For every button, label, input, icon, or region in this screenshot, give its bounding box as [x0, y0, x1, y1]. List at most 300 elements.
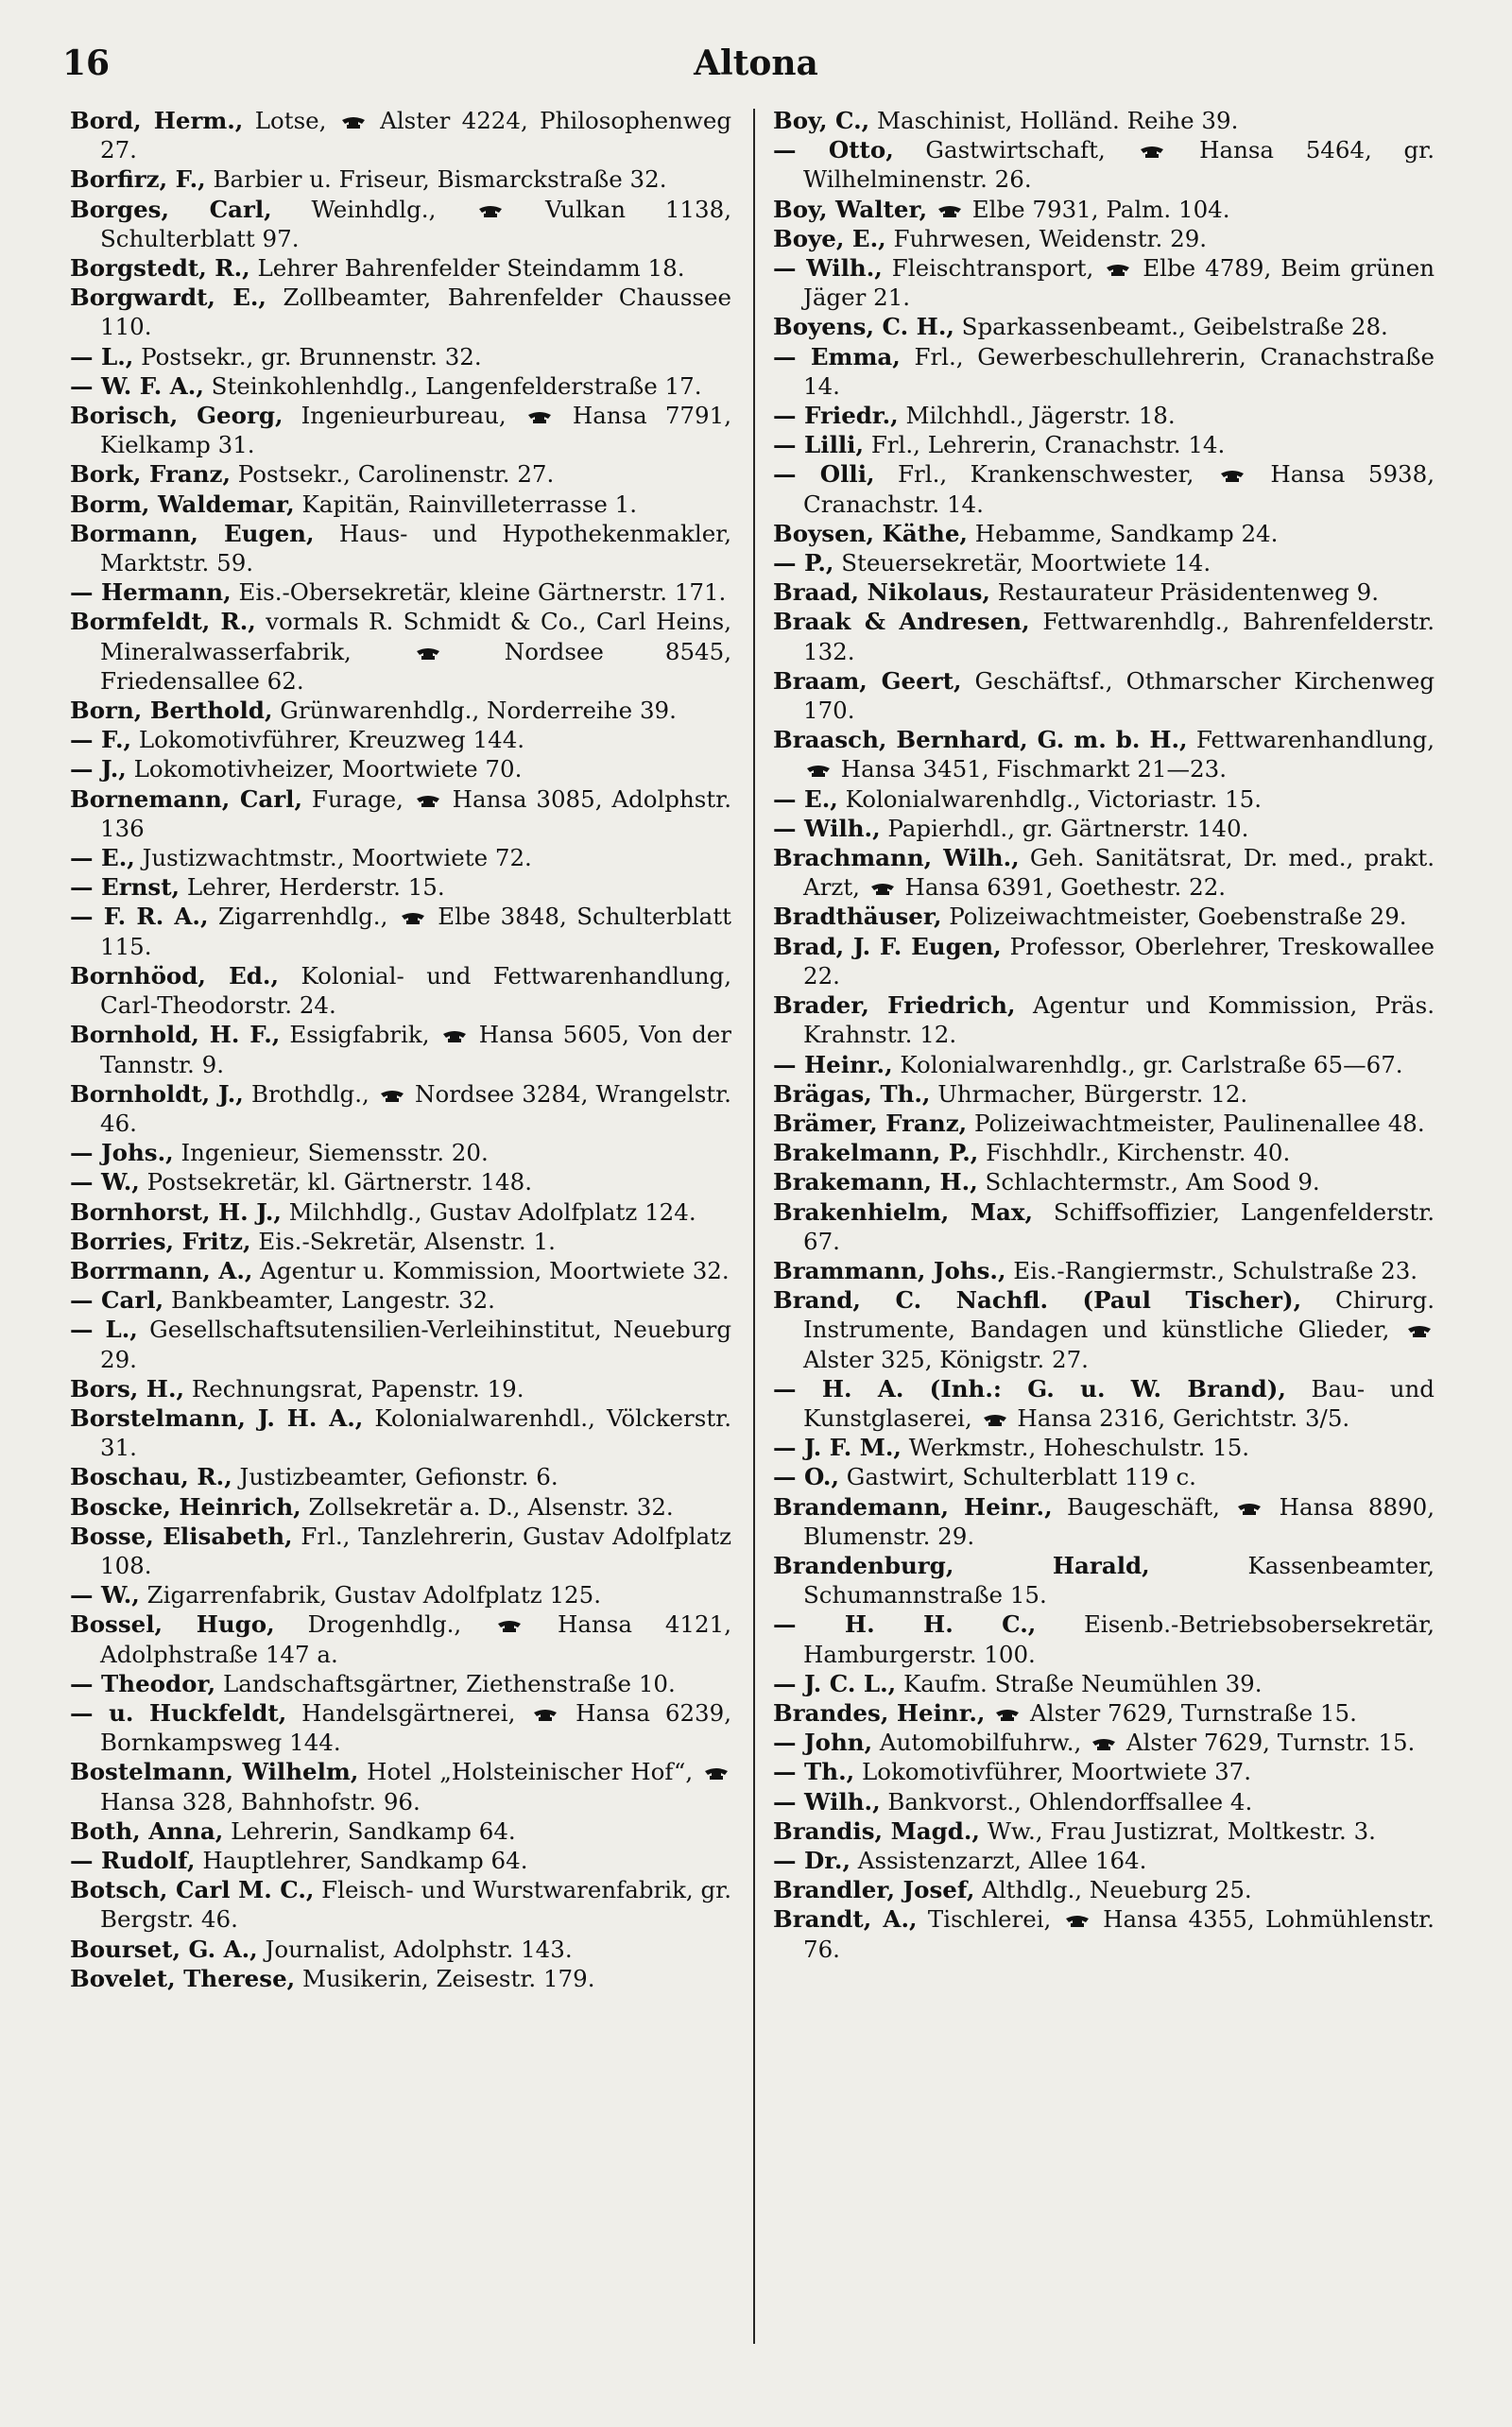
entry-details: Restaurateur Präsidentenweg 9. [997, 578, 1380, 607]
entry-details: Essigfabrik, [289, 1021, 439, 1049]
entry-details: Werkmstr., Hoheschulstr. 15. [908, 1434, 1250, 1462]
directory-entry [70, 1846, 731, 1875]
entry-details: Lokomotivführer, Moortwiete 37. [861, 1758, 1252, 1786]
entry-details: Steuersekretär, Moortwiete 14. [841, 549, 1211, 577]
directory-entry [773, 1050, 1435, 1079]
entry-details: Frl., Lehrerin, Cranachstr. 14. [870, 431, 1226, 459]
directory-entry [773, 224, 1435, 253]
entry-name: Bork, Franz, [70, 460, 231, 489]
entry-details: Kolonialwarenhdlg., Victoriastr. 15. [845, 784, 1263, 813]
directory-entry [773, 1816, 1435, 1846]
entry-name: — Heinr., [773, 1050, 893, 1078]
directory-entry [70, 519, 731, 577]
entry-details: Barbier u. Friseur, Bismarckstraße 32. [213, 165, 667, 194]
directory-entry [773, 1079, 1435, 1109]
entry-name: Boschau, R., [70, 1463, 232, 1491]
entry-name: — W., [70, 1168, 140, 1196]
entry-details: Papierhdl., gr. Gärtnerstr. 140. [887, 814, 1249, 842]
entry-phone-address: Hansa 5605, Von der Tannstr. 9. [100, 1021, 731, 1078]
telephone-icon [497, 1620, 522, 1633]
entry-phone-address: Hansa 4121, Adolphstraße 147 a. [100, 1610, 731, 1668]
entry-name: Boy, Walter, [773, 195, 928, 223]
entry-phone-address: Hansa 3085, Adolphstr. 136 [100, 784, 731, 842]
directory-entry [773, 1698, 1435, 1728]
directory-entry [773, 607, 1435, 665]
entry-name: Born, Berthold, [70, 697, 273, 725]
telephone-icon [442, 1030, 467, 1043]
directory-entry [773, 990, 1435, 1049]
entry-details: Automobilfuhrw., [879, 1729, 1090, 1757]
directory-entry [70, 1816, 731, 1846]
entry-name: — P., [773, 549, 834, 577]
directory-entry [773, 1669, 1435, 1698]
entry-name: Brammann, Johs., [773, 1256, 1006, 1284]
telephone-icon [380, 1090, 404, 1103]
entry-name: Bornholdt, J., [70, 1079, 244, 1108]
entry-details: Drogenhdlg., [307, 1610, 495, 1639]
entry-details: Lotse, [254, 107, 338, 134]
entry-details: Lehrerin, Sandkamp 64. [231, 1816, 516, 1845]
entry-details: Geh. Sanitätsrat, Dr. med., prakt. Arzt, [803, 844, 1435, 902]
entry-name: — J. F. M., [773, 1434, 902, 1462]
telephone-icon [401, 912, 425, 925]
directory-entry [70, 1256, 731, 1285]
entry-name: — Rudolf, [70, 1846, 196, 1874]
entry-name: Brandt, A., [773, 1905, 918, 1934]
entry-phone-address: Hansa 4355, Lohmühlenstr. 76. [803, 1905, 1435, 1963]
entry-name: Bormann, Eugen, [70, 519, 315, 547]
directory-entry [773, 1462, 1435, 1491]
running-head: Altona [694, 43, 818, 83]
entry-name: Borries, Fritz, [70, 1227, 251, 1255]
entry-name: Brägas, Th., [773, 1079, 931, 1108]
directory-entry [70, 1964, 731, 1993]
entry-details: Assistenzarzt, Allee 164. [857, 1846, 1147, 1874]
entry-details: Kapitän, Rainvilleterrasse 1. [301, 490, 637, 518]
directory-entry [70, 1698, 731, 1757]
entry-details: Maschinist, Holländ. Reihe 39. [876, 107, 1239, 134]
entry-phone-address: Alster 7629, Turnstraße 15. [1022, 1698, 1357, 1727]
entry-details: Fleisch- und Wurstwarenfabrik, gr. Bergstr. 46. [100, 1876, 731, 1934]
entry-name: — E., [773, 784, 838, 813]
entry-phone-address: Hansa 6391, Goethestr. 22. [897, 873, 1227, 902]
entry-details: Frl., Tanzlehrerin, Gustav Adolfplatz 108. [100, 1522, 731, 1579]
entry-name: Bourset, G. A., [70, 1935, 258, 1963]
directory-entry [773, 459, 1435, 518]
directory-entry [70, 253, 731, 283]
telephone-icon [870, 883, 895, 896]
entry-details: Brothdlg., [250, 1079, 377, 1108]
entry-name: Bord, Herm., [70, 107, 244, 134]
directory-entry [70, 1374, 731, 1403]
directory-entry [70, 401, 731, 459]
entry-details: Tischlerei, [927, 1905, 1062, 1934]
directory-entry [70, 342, 731, 371]
directory-entry [773, 1109, 1435, 1138]
entry-details: Kolonialwarenhdlg., gr. Carlstraße 65—67. [900, 1050, 1403, 1078]
entry-name: — H. H. C., [773, 1610, 1037, 1639]
entry-details: Steinkohlenhdlg., Langenfelderstraße 17. [211, 371, 702, 400]
left-column [70, 106, 731, 1993]
directory-entry [70, 1522, 731, 1580]
directory-entry [773, 814, 1435, 843]
entry-name: — Wilh., [773, 254, 883, 283]
entry-details: Fleischtransport, [891, 254, 1104, 283]
entry-name: — L., [70, 342, 134, 370]
entry-name: Brader, Friedrich, [773, 991, 1016, 1020]
page-header [0, 40, 1512, 87]
entry-name: Bornhorst, H. J., [70, 1197, 282, 1226]
entry-details: Schiffsoffizier, Langenfelderstr. 67. [803, 1197, 1435, 1255]
entry-details: Bankvorst., Ohlendorffsallee 4. [887, 1787, 1253, 1816]
entry-details: Geschäftsf., Othmarscher Kirchenweg 170. [803, 666, 1435, 725]
entry-phone-address: Hansa 5938, Cranachstr. 14. [803, 460, 1435, 518]
telephone-icon [983, 1414, 1007, 1427]
directory-entry [773, 666, 1435, 725]
entry-name: — W. F. A., [70, 371, 204, 400]
directory-entry [773, 1904, 1435, 1963]
directory-entry [70, 872, 731, 902]
entry-phone-address: Hansa 2316, Gerichtstr. 3/5. [1009, 1403, 1350, 1432]
entry-details: Lehrer, Herderstr. 15. [186, 873, 445, 902]
entry-name: Brandenburg, Harald, [773, 1551, 1150, 1579]
telephone-icon [704, 1767, 729, 1781]
entry-details: Hotel „Holsteinischer Hof“, [367, 1758, 701, 1786]
directory-entry [70, 1492, 731, 1522]
directory-entry [773, 1787, 1435, 1816]
entry-phone-address: Hansa 5464, gr. Wilhelminenstr. 26. [803, 136, 1435, 194]
column-divider [753, 109, 755, 2344]
directory-entry [70, 1227, 731, 1256]
directory-entry [70, 283, 731, 341]
entry-name: — J. C. L., [773, 1669, 897, 1697]
entry-phone-address: Elbe 3848, Schulterblatt 115. [100, 903, 731, 960]
entry-name: — E., [70, 844, 135, 872]
entry-details: Musikerin, Zeisestr. 179. [301, 1964, 595, 1992]
entry-details: Bankbeamter, Langestr. 32. [170, 1286, 495, 1315]
entry-name: Brandis, Magd., [773, 1816, 980, 1845]
entry-details: Journalist, Adolphstr. 143. [265, 1935, 573, 1963]
entry-name: — John, [773, 1729, 873, 1757]
entry-name: Borges, Carl, [70, 195, 272, 223]
directory-entry [70, 1462, 731, 1491]
entry-details: Milchhdl., Jägerstr. 18. [905, 402, 1176, 430]
entry-name: Bornhold, H. F., [70, 1021, 281, 1049]
directory-entry [773, 312, 1435, 341]
directory-entry [773, 135, 1435, 194]
entry-details: Weinhdlg., [311, 195, 476, 223]
entry-name: Brand, C. Nachfl. (Paul Tischer), [773, 1286, 1302, 1315]
directory-entry [70, 961, 731, 1020]
entry-details: Ingenieur, Siemensstr. 20. [180, 1139, 489, 1167]
entry-details: Polizeiwachtmeister, Paulinenallee 48. [973, 1109, 1425, 1137]
entry-name: Borstelmann, J. H. A., [70, 1403, 364, 1432]
directory-entry [773, 1875, 1435, 1904]
entry-details: Chirurg. Instrumente, Bandagen und künstliche Glieder, [803, 1286, 1435, 1344]
entry-details: Landschaftsgärtner, Ziethenstraße 10. [222, 1669, 676, 1697]
entry-details: Lehrer Bahrenfelder Steindamm 18. [257, 254, 685, 283]
entry-name: — Dr., [773, 1846, 850, 1874]
entry-name: Bradthäuser, [773, 903, 942, 931]
entry-name: Brandler, Josef, [773, 1876, 975, 1904]
entry-name: Borisch, Georg, [70, 402, 284, 430]
telephone-icon [478, 205, 503, 218]
directory-entry [70, 195, 731, 253]
telephone-icon [416, 795, 440, 808]
directory-entry [773, 195, 1435, 224]
telephone-icon [1407, 1325, 1432, 1338]
entry-name: Borrmann, A., [70, 1256, 253, 1284]
entry-details: Schlachtermstr., Am Sood 9. [985, 1168, 1320, 1196]
directory-entry [773, 253, 1435, 312]
entry-phone-address: Hansa 3451, Fischmarkt 21—23. [833, 755, 1228, 783]
entry-name: Boysen, Käthe, [773, 519, 968, 547]
entry-details: Hauptlehrer, Sandkamp 64. [202, 1846, 528, 1874]
entry-name: — H. A. (Inh.: G. u. W. Brand), [773, 1374, 1286, 1403]
telephone-icon [341, 116, 366, 129]
entry-name: — J., [70, 755, 127, 783]
entry-phone-address: Hansa 328, Bahnhofstr. 96. [100, 1787, 421, 1816]
entry-details: Furage, [311, 784, 413, 813]
entry-name: Boyens, C. H., [773, 313, 954, 341]
directory-entry [70, 607, 731, 696]
directory-entry [70, 1197, 731, 1227]
directory-entry [773, 1846, 1435, 1875]
directory-entry [773, 784, 1435, 814]
telephone-icon [1106, 264, 1130, 277]
directory-entry [773, 1256, 1435, 1285]
entry-details: Milchhdlg., Gustav Adolfplatz 124. [288, 1197, 696, 1226]
directory-entry [70, 1167, 731, 1196]
telephone-icon [937, 205, 962, 218]
directory-entry [773, 401, 1435, 430]
entry-name: Bossel, Hugo, [70, 1610, 275, 1639]
entry-name: — Hermann, [70, 578, 232, 607]
entry-phone-address: Elbe 4789, Beim grünen Jäger 21. [803, 254, 1435, 312]
entry-name: Brakenhielm, Max, [773, 1197, 1034, 1226]
telephone-icon [806, 765, 831, 778]
directory-entry [773, 548, 1435, 577]
entry-name: — Olli, [773, 460, 875, 489]
telephone-icon [416, 647, 440, 661]
right-column [773, 106, 1435, 1964]
entry-details: Eis.-Sekretär, Alsenstr. 1. [258, 1227, 556, 1255]
entry-details: Eis.-Rangiermstr., Schulstraße 23. [1013, 1256, 1418, 1284]
entry-details: Justizbeamter, Gefionstr. 6. [239, 1463, 558, 1491]
telephone-icon [1065, 1915, 1090, 1928]
entry-details: Baugeschäft, [1066, 1492, 1235, 1521]
directory-entry [70, 1020, 731, 1078]
directory-entry [70, 1315, 731, 1373]
entry-name: — F., [70, 726, 132, 754]
entry-phone-address: Alster 4224, Philosophenweg 27. [100, 107, 732, 164]
telephone-icon [1220, 470, 1245, 483]
entry-phone-address: Hansa 7791, Kielkamp 31. [100, 402, 731, 459]
entry-phone-address: Vulkan 1138, Schulterblatt 97. [100, 195, 731, 252]
entry-details: Fuhrwesen, Weidenstr. 29. [893, 224, 1208, 252]
directory-entry [773, 1757, 1435, 1786]
entry-name: Brandemann, Heinr., [773, 1492, 1053, 1521]
entry-name: Bormfeldt, R., [70, 608, 256, 636]
entry-details: Haus- und Hypothekenmakler, Marktstr. 59. [100, 519, 731, 577]
entry-details: Grünwarenhdlg., Norderreihe 39. [280, 697, 677, 725]
directory-entry [773, 1374, 1435, 1433]
entry-details: Postsekr., gr. Brunnenstr. 32. [141, 342, 482, 370]
directory-entry [70, 843, 731, 872]
entry-details: Frl., Gewerbeschullehrerin, Cranachstraße 14. [803, 342, 1435, 400]
entry-details: Handelsgärtnerei, [301, 1698, 531, 1727]
entry-name: Braak & Andresen, [773, 608, 1030, 636]
directory-entry [773, 902, 1435, 931]
entry-details: Frl., Krankenschwester, [898, 460, 1217, 489]
entry-name: Brandes, Heinr., [773, 1698, 986, 1727]
entry-name: — Ernst, [70, 873, 180, 902]
entry-name: Brad, J. F. Eugen, [773, 932, 1002, 960]
directory-entry [773, 1285, 1435, 1374]
entry-details: Professor, Oberlehrer, Treskowallee 22. [803, 932, 1435, 990]
directory-entry [70, 1935, 731, 1964]
entry-details: Fettwarenhandlung, [1195, 726, 1435, 754]
entry-details: Eis.-Obersekretär, kleine Gärtnerstr. 171. [238, 578, 727, 607]
entry-name: Bornemann, Carl, [70, 784, 303, 813]
entry-name: Borgstedt, R., [70, 254, 250, 283]
entry-phone-address: Alster 325, Königstr. 27. [803, 1345, 1089, 1373]
entry-details: vormals R. Schmidt & Co., Carl Heins, Mineralwasserfabrik, [100, 608, 731, 665]
entry-name: Boy, C., [773, 107, 870, 134]
entry-name: Borgwardt, E., [70, 284, 266, 312]
entry-details: Zollbeamter, Bahrenfelder Chaussee 110. [100, 284, 731, 341]
entry-name: — L., [70, 1316, 138, 1344]
entry-name: — Carl, [70, 1286, 164, 1315]
entry-phone-address: Hansa 8890, Blumenstr. 29. [803, 1492, 1435, 1550]
entry-details: Gastwirt, Schulterblatt 119 c. [846, 1463, 1196, 1491]
entry-name: Bornhöod, Ed., [70, 961, 279, 990]
entry-details: Zollsekretär a. D., Alsenstr. 32. [308, 1492, 674, 1521]
entry-details: Fischhdlr., Kirchenstr. 40. [986, 1139, 1291, 1167]
entry-name: — Friedr., [773, 402, 899, 430]
entry-details: Agentur und Kommission, Präs. Krahnstr. 12. [803, 991, 1435, 1049]
entry-details: Postsekretär, kl. Gärtnerstr. 148. [146, 1168, 532, 1196]
directory-entry [70, 164, 731, 194]
entry-name: Borfirz, F., [70, 165, 206, 194]
entry-details: Kolonial- und Fettwarenhandlung, Carl-Theodorstr. 24. [100, 961, 732, 1020]
directory-entry [70, 754, 731, 783]
entry-name: Brakelmann, P., [773, 1139, 979, 1167]
entry-name: Brämer, Franz, [773, 1109, 968, 1137]
directory-entry [70, 1875, 731, 1934]
telephone-icon [533, 1709, 558, 1722]
entry-name: Bosse, Elisabeth, [70, 1522, 293, 1550]
entry-details: Ww., Frau Justizrat, Moltkestr. 3. [987, 1816, 1376, 1845]
entry-name: Both, Anna, [70, 1816, 224, 1845]
directory-entry [773, 342, 1435, 401]
directory-entry [70, 902, 731, 960]
entry-name: — Lilli, [773, 431, 865, 459]
entry-details: Fettwarenhdlg., Bahrenfelderstr. 132. [803, 608, 1435, 665]
directory-entry [70, 1403, 731, 1462]
entry-details: Agentur u. Kommission, Moortwiete 32. [260, 1256, 730, 1284]
entry-details: Zigarrenhdlg., [217, 903, 398, 931]
entry-details: Hebamme, Sandkamp 24. [974, 519, 1279, 547]
entry-details: Lokomotivheizer, Moortwiete 70. [133, 755, 523, 783]
directory-entry [70, 490, 731, 519]
entry-phone-address: Nordsee 8545, Friedensallee 62. [100, 637, 731, 695]
entry-name: Braam, Geert, [773, 666, 962, 695]
entry-details: Sparkassenbeamt., Geibelstraße 28. [961, 313, 1388, 341]
entry-phone-address: Elbe 7931, Palm. 104. [964, 195, 1230, 223]
entry-name: Boscke, Heinrich, [70, 1492, 301, 1521]
directory-entry [773, 1728, 1435, 1757]
telephone-icon [1237, 1503, 1262, 1516]
entry-details: Zigarrenfabrik, Gustav Adolfplatz 125. [146, 1581, 602, 1609]
entry-name: Botsch, Carl M. C., [70, 1876, 315, 1904]
directory-entry [70, 459, 731, 489]
directory-entry [773, 1433, 1435, 1462]
directory-entry [773, 519, 1435, 548]
directory-entry [70, 1609, 731, 1668]
directory-entry [70, 1138, 731, 1167]
entry-name: — Theodor, [70, 1669, 216, 1697]
entry-name: Braad, Nikolaus, [773, 578, 990, 607]
entry-name: — O., [773, 1463, 839, 1491]
directory-entry [773, 1167, 1435, 1196]
directory-entry [70, 371, 731, 401]
directory-entry [773, 1138, 1435, 1167]
directory-entry [773, 1197, 1435, 1256]
entry-name: — u. Huckfeldt, [70, 1698, 287, 1727]
entry-name: Bors, H., [70, 1374, 185, 1403]
entry-name: Borm, Waldemar, [70, 490, 295, 518]
page-number: 16 [62, 43, 111, 83]
entry-details: Uhrmacher, Bürgerstr. 12. [937, 1079, 1248, 1108]
entry-details: Gesellschaftsutensilien-Verleihinstitut, Neueburg 29. [100, 1316, 731, 1373]
entry-phone-address: Nordsee 3284, Wrangelstr. 46. [100, 1079, 731, 1137]
entry-name: Boye, E., [773, 224, 886, 252]
directory-entry [773, 577, 1435, 607]
directory-entry [773, 725, 1435, 783]
directory-entry [70, 1580, 731, 1609]
entry-name: — F. R. A., [70, 903, 209, 931]
directory-entry [773, 1551, 1435, 1609]
directory-entry [773, 932, 1435, 990]
directory-entry [773, 106, 1435, 135]
entry-details: Kaufm. Straße Neumühlen 39. [903, 1669, 1263, 1697]
entry-name: Bovelet, Therese, [70, 1964, 296, 1992]
directory-entry [773, 843, 1435, 902]
telephone-icon [995, 1709, 1020, 1722]
entry-phone-address: Hansa 6239, Bornkampsweg 144. [100, 1698, 731, 1757]
telephone-icon [1140, 146, 1164, 159]
directory-entry [70, 577, 731, 607]
telephone-icon [527, 411, 552, 424]
entry-name: — Otto, [773, 136, 894, 164]
entry-name: — W., [70, 1581, 140, 1609]
entry-details: Kassenbeamter, Schumannstraße 15. [803, 1551, 1435, 1609]
directory-entry [70, 1079, 731, 1138]
entry-name: — Johs., [70, 1139, 174, 1167]
entry-name: Brachmann, Wilh., [773, 844, 1020, 872]
entry-name: Braasch, Bernhard, G. m. b. H., [773, 726, 1188, 754]
telephone-icon [1091, 1738, 1116, 1751]
directory-entry [773, 1609, 1435, 1668]
entry-details: Rechnungsrat, Papenstr. 19. [191, 1374, 524, 1403]
directory-entry [70, 1285, 731, 1315]
directory-entry [70, 106, 731, 164]
directory-entry [70, 1757, 731, 1816]
entry-name: — Wilh., [773, 1787, 881, 1816]
entry-name: — Emma, [773, 342, 901, 370]
directory-entry [70, 1669, 731, 1698]
